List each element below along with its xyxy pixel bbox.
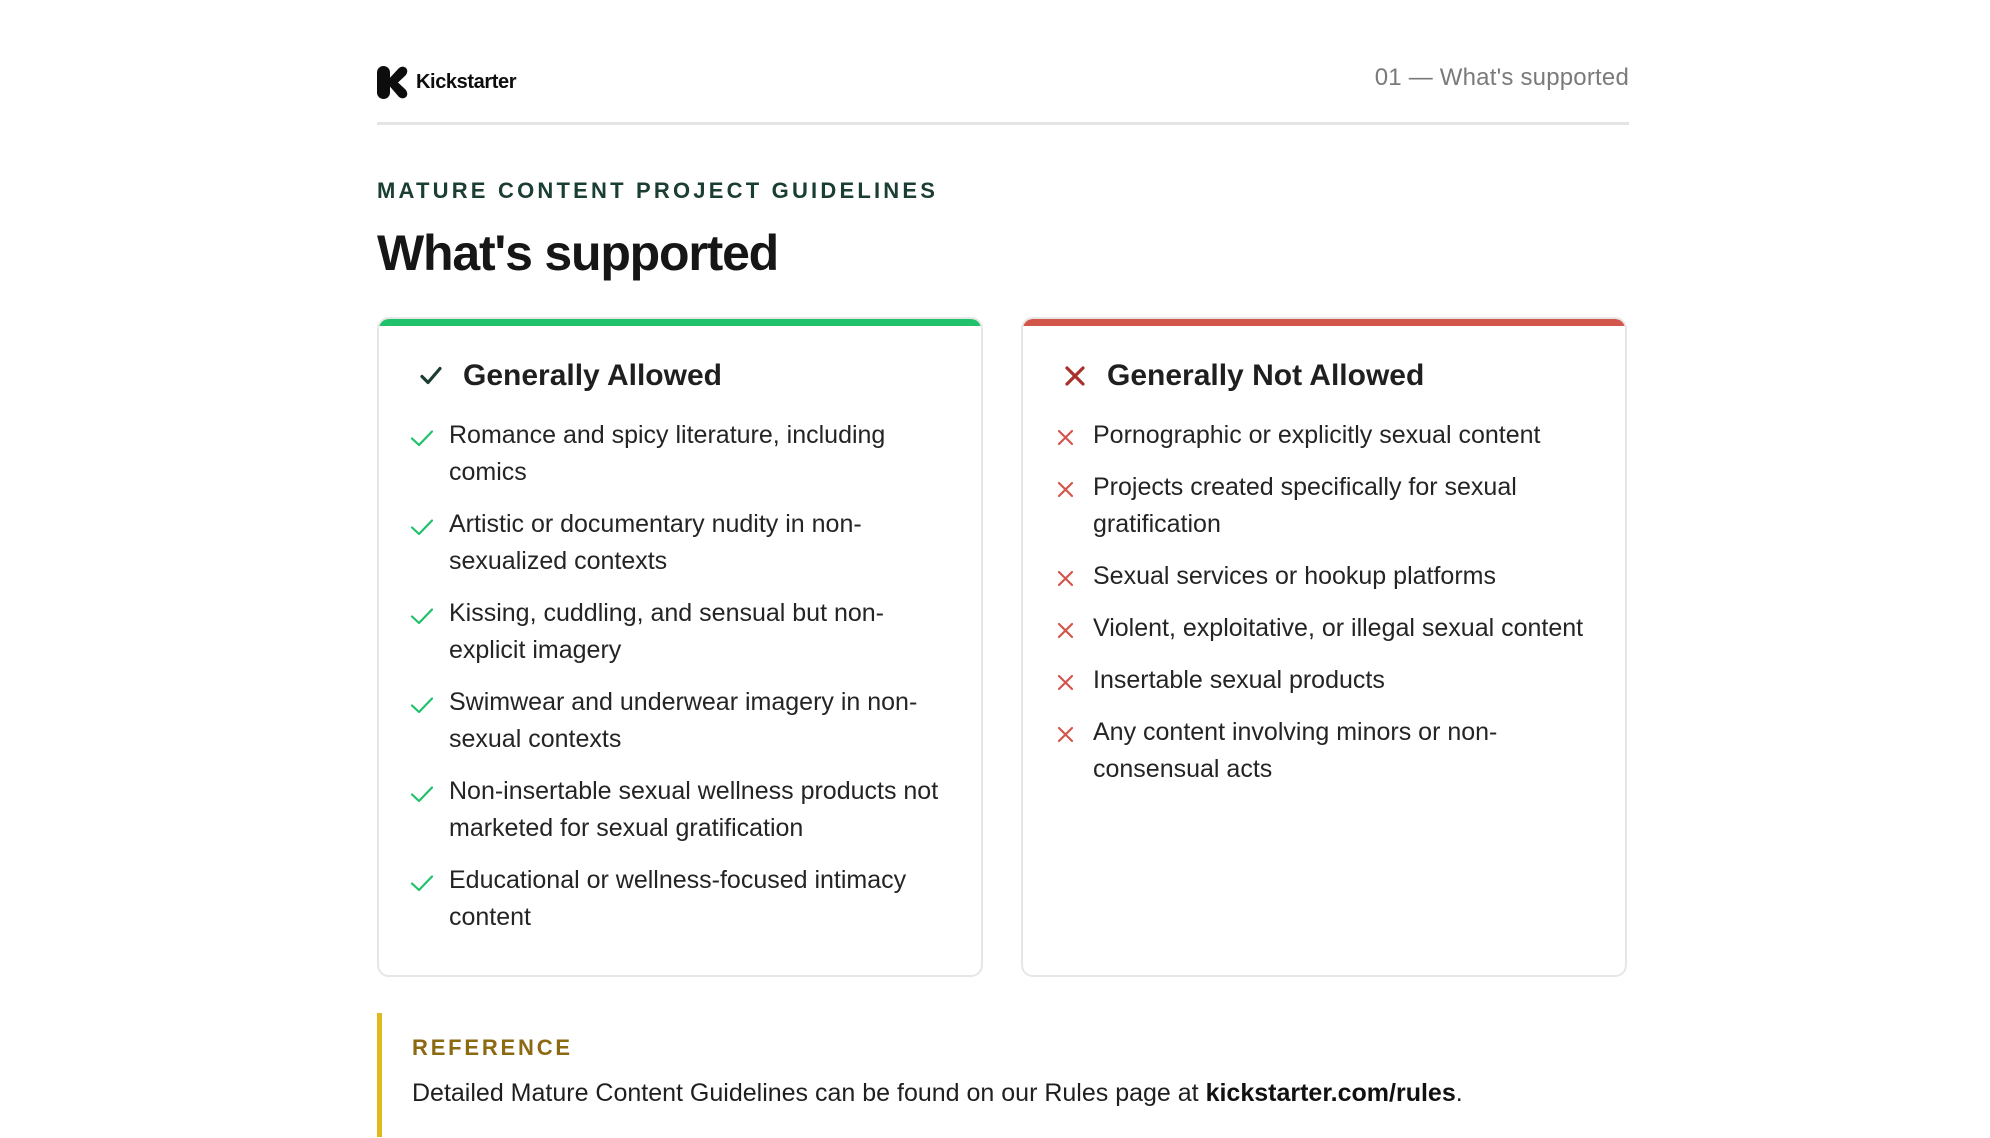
allowed-accent-bar bbox=[379, 319, 981, 326]
check-icon bbox=[409, 514, 435, 540]
guidelines-page bbox=[377, 0, 1629, 1138]
check-icon bbox=[409, 870, 435, 896]
not-allowed-item-text: Sexual services or hookup platforms bbox=[1093, 562, 1496, 590]
x-icon bbox=[1053, 425, 1079, 451]
check-icon bbox=[409, 425, 435, 451]
list-item bbox=[1053, 558, 1603, 595]
list-item bbox=[409, 684, 959, 758]
x-icon bbox=[1053, 566, 1079, 592]
not-allowed-item-text: Violent, exploitative, or illegal sexual content bbox=[1093, 614, 1584, 642]
section-indicator: 01 — What's supported bbox=[1374, 64, 1629, 91]
allowed-card-header bbox=[419, 359, 722, 393]
x-icon bbox=[1053, 670, 1079, 696]
not-allowed-card-title: Generally Not Allowed bbox=[1107, 359, 1425, 392]
page-header bbox=[377, 58, 1629, 125]
x-icon bbox=[1063, 364, 1087, 388]
reference-label: REFERENCE bbox=[412, 1035, 573, 1060]
kickstarter-logo-icon bbox=[377, 66, 408, 99]
x-icon bbox=[1053, 477, 1079, 503]
check-icon bbox=[409, 781, 435, 807]
reference-text-before: Detailed Mature Content Guidelines can be found on our Rules page at bbox=[412, 1079, 1206, 1107]
reference-text bbox=[412, 1079, 1463, 1108]
x-icon bbox=[1053, 618, 1079, 644]
not-allowed-list bbox=[1053, 417, 1603, 803]
x-icon bbox=[1053, 722, 1079, 748]
list-item bbox=[409, 595, 959, 669]
allowed-item-text: Romance and spicy literature, including comics bbox=[449, 421, 886, 486]
eyebrow-label: MATURE CONTENT PROJECT GUIDELINES bbox=[377, 178, 939, 203]
allowed-card-title: Generally Allowed bbox=[463, 359, 722, 392]
not-allowed-item-text: Any content involving minors or non-consensual acts bbox=[1093, 718, 1498, 783]
allowed-item-text: Artistic or documentary nudity in non-sexualized contexts bbox=[449, 510, 862, 575]
list-item bbox=[1053, 714, 1603, 788]
brand-name: Kickstarter bbox=[416, 71, 517, 93]
rules-link[interactable]: kickstarter.com/rules bbox=[1205, 1079, 1456, 1107]
reference-text-after: . bbox=[1455, 1079, 1463, 1107]
list-item bbox=[409, 506, 959, 580]
allowed-item-text: Swimwear and underwear imagery in non-sexual contexts bbox=[449, 688, 918, 753]
allowed-card bbox=[377, 317, 983, 977]
list-item bbox=[409, 773, 959, 847]
page-title: What's supported bbox=[377, 225, 779, 281]
not-allowed-card bbox=[1021, 317, 1627, 977]
list-item bbox=[409, 417, 959, 491]
not-allowed-item-text: Insertable sexual products bbox=[1093, 666, 1385, 694]
not-allowed-accent-bar bbox=[1023, 319, 1625, 326]
list-item bbox=[409, 862, 959, 936]
reference-callout bbox=[377, 1013, 1629, 1137]
allowed-item-text: Non-insertable sexual wellness products not marketed for sexual gratification bbox=[449, 777, 939, 842]
check-icon bbox=[409, 692, 435, 718]
check-icon bbox=[409, 603, 435, 629]
list-item bbox=[1053, 610, 1603, 647]
list-item bbox=[1053, 662, 1603, 699]
allowed-list bbox=[409, 417, 959, 951]
allowed-item-text: Kissing, cuddling, and sensual but non-explicit imagery bbox=[449, 599, 885, 664]
brand-logo[interactable] bbox=[377, 66, 516, 99]
not-allowed-item-text: Projects created specifically for sexual gratification bbox=[1093, 473, 1517, 538]
list-item bbox=[1053, 469, 1603, 543]
not-allowed-card-header bbox=[1063, 359, 1424, 393]
allowed-item-text: Educational or wellness-focused intimacy content bbox=[449, 866, 907, 931]
not-allowed-item-text: Pornographic or explicitly sexual content bbox=[1093, 421, 1541, 449]
list-item bbox=[1053, 417, 1603, 454]
check-icon bbox=[419, 364, 443, 388]
